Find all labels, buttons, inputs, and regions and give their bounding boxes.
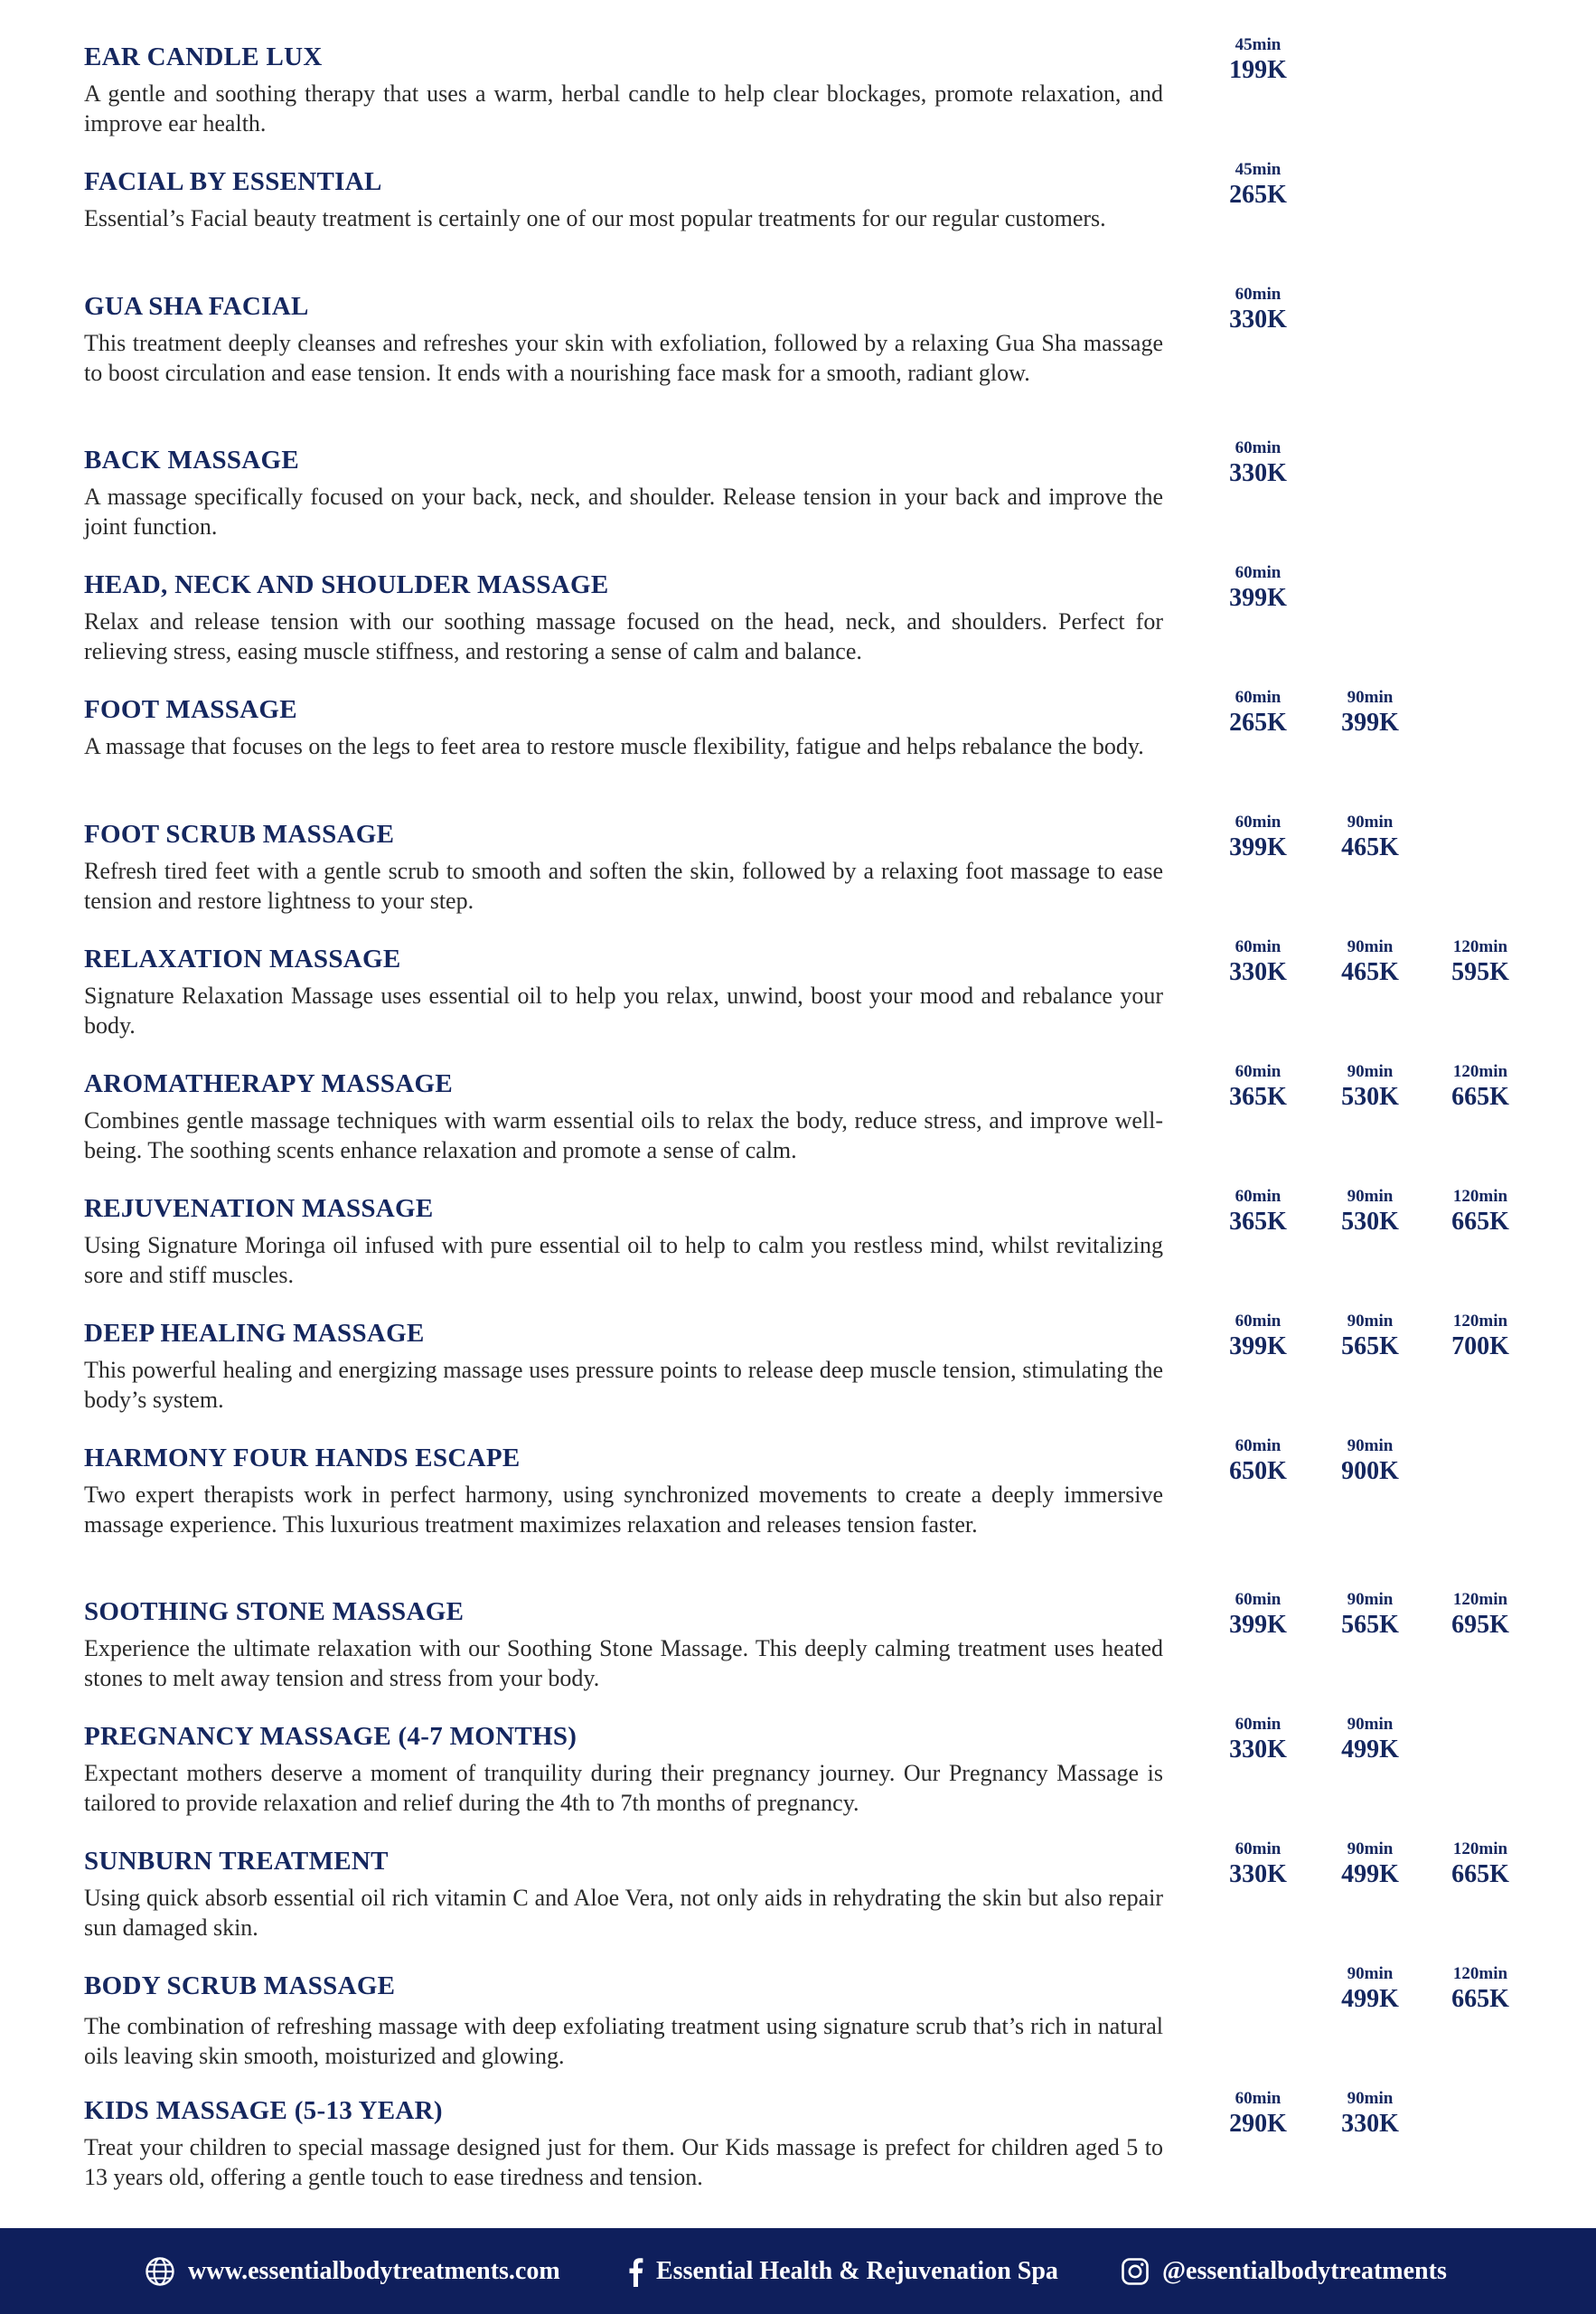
instagram-icon <box>1121 2257 1150 2286</box>
duration-label: 90min <box>1347 1590 1394 1609</box>
treatment-title: HARMONY FOUR HANDS ESCAPE <box>84 1444 521 1472</box>
price-label: 595K <box>1451 958 1509 986</box>
duration-label: 60min <box>1235 688 1281 707</box>
duration-label: 60min <box>1235 1062 1281 1081</box>
price-label: 365K <box>1229 1208 1287 1236</box>
price-label: 265K <box>1229 709 1287 737</box>
duration-label: 45min <box>1235 35 1281 54</box>
duration-label: 90min <box>1347 1436 1394 1455</box>
price-label: 565K <box>1341 1611 1399 1639</box>
duration-label: 60min <box>1235 285 1281 304</box>
duration-label: 90min <box>1347 1312 1394 1331</box>
price-option <box>1204 1590 1312 1641</box>
price-label: 900K <box>1341 1457 1399 1485</box>
duration-label: 120min <box>1452 1187 1508 1206</box>
duration-label: 60min <box>1235 937 1281 956</box>
treatment-description: This powerful healing and energizing massage uses pressure points to release deep muscle tension, stimulating the body’s system. <box>84 1357 1163 1413</box>
treatment-description: Experience the ultimate relaxation with our Soothing Stone Massage. This deeply calming treatment uses heated stones to melt away tension and stress from your body. <box>84 1635 1163 1691</box>
price-label: 399K <box>1229 1332 1287 1360</box>
duration-label: 60min <box>1235 438 1281 457</box>
price-option <box>1204 438 1312 489</box>
price-label: 330K <box>1341 2110 1399 2138</box>
price-label: 465K <box>1341 833 1399 861</box>
treatment-description: Relax and release tension with our soothing massage focused on the head, neck, and shoulders. Perfect for relieving stress, easing muscle stiffness, and restoring a sense of calm and balance. <box>84 608 1163 664</box>
price-option <box>1316 1062 1424 1113</box>
treatment-title: BODY SCRUB MASSAGE <box>84 1971 396 2000</box>
duration-label: 120min <box>1452 1062 1508 1081</box>
duration-label: 60min <box>1235 1715 1281 1734</box>
globe-icon <box>145 2256 175 2287</box>
price-label: 665K <box>1451 1208 1509 1236</box>
price-label: 665K <box>1451 1083 1509 1111</box>
price-label: 650K <box>1229 1457 1287 1485</box>
treatment-description: Essential’s Facial beauty treatment is certainly one of our most popular treatments for our regular customers. <box>84 205 1106 231</box>
treatment-title: DEEP HEALING MASSAGE <box>84 1319 425 1348</box>
price-option <box>1426 1187 1535 1237</box>
duration-label: 60min <box>1235 2089 1281 2108</box>
price-label: 499K <box>1341 1985 1399 2013</box>
treatment-description: Expectant mothers deserve a moment of tranquility during their pregnancy journey. Our Pregnancy Massage is tailored to provide relaxation and relief during the 4th to 7th months of pregnancy. <box>84 1760 1163 1816</box>
price-option <box>1426 1312 1535 1362</box>
price-option <box>1426 1590 1535 1641</box>
price-label: 265K <box>1229 181 1287 209</box>
treatment-description: A gentle and soothing therapy that uses a warm, herbal candle to help clear blockages, promote relaxation, and improve ear health. <box>84 80 1163 136</box>
price-option <box>1204 1062 1312 1113</box>
facebook-icon <box>627 2256 643 2287</box>
price-option <box>1204 2089 1312 2140</box>
duration-label: 120min <box>1452 1590 1508 1609</box>
price-option <box>1316 1590 1424 1641</box>
duration-label: 60min <box>1235 813 1281 832</box>
treatment-description: A massage that focuses on the legs to feet area to restore muscle flexibility, fatigue and helps rebalance the body. <box>84 733 1144 759</box>
duration-label: 60min <box>1235 563 1281 582</box>
treatment-title: GUA SHA FACIAL <box>84 292 309 321</box>
price-option <box>1426 1062 1535 1113</box>
treatment-title: AROMATHERAPY MASSAGE <box>84 1069 453 1098</box>
duration-label: 60min <box>1235 1436 1281 1455</box>
treatment-description: Signature Relaxation Massage uses essential oil to help you relax, unwind, boost your mood and rebalance your body. <box>84 983 1163 1039</box>
price-option <box>1316 1715 1424 1765</box>
price-label: 330K <box>1229 459 1287 487</box>
treatment-title: SOOTHING STONE MASSAGE <box>84 1597 465 1626</box>
price-label: 499K <box>1341 1736 1399 1764</box>
price-option <box>1316 2089 1424 2140</box>
treatment-title: EAR CANDLE LUX <box>84 42 323 71</box>
price-option <box>1316 1187 1424 1237</box>
price-option <box>1204 563 1312 614</box>
price-option <box>1204 813 1312 863</box>
instagram-text: @essentialbodytreatments <box>1162 2256 1447 2285</box>
price-label: 530K <box>1341 1208 1399 1236</box>
price-label: 330K <box>1229 1860 1287 1888</box>
treatment-title: PREGNANCY MASSAGE (4-7 MONTHS) <box>84 1722 577 1751</box>
treatment-description: Combines gentle massage techniques with warm essential oils to relax the body, reduce stress, and improve well-being. The soothing scents enhance relaxation and promote a sense of calm. <box>84 1107 1163 1163</box>
treatment-title: BACK MASSAGE <box>84 446 300 475</box>
duration-label: 45min <box>1235 160 1281 179</box>
duration-label: 90min <box>1347 2089 1394 2108</box>
price-label: 330K <box>1229 306 1287 334</box>
treatment-title: FACIAL BY ESSENTIAL <box>84 167 382 196</box>
treatment-title: REJUVENATION MASSAGE <box>84 1194 434 1223</box>
price-option <box>1204 1312 1312 1362</box>
price-option <box>1204 1187 1312 1237</box>
price-option <box>1204 688 1312 738</box>
duration-label: 90min <box>1347 1839 1394 1858</box>
duration-label: 120min <box>1452 1312 1508 1331</box>
website-link[interactable] <box>145 2228 560 2314</box>
price-label: 365K <box>1229 1083 1287 1111</box>
price-option <box>1316 1839 1424 1890</box>
price-option <box>1204 937 1312 988</box>
price-option <box>1204 1715 1312 1765</box>
treatment-description: This treatment deeply cleanses and refreshes your skin with exfoliation, followed by a relaxing Gua Sha massage to boost circulation and ease tension. It ends with a nourishing face mask for a smooth, radiant glow. <box>84 330 1163 386</box>
treatment-title: FOOT SCRUB MASSAGE <box>84 820 395 849</box>
treatment-title: RELAXATION MASSAGE <box>84 945 401 974</box>
price-option <box>1316 688 1424 738</box>
price-label: 290K <box>1229 2110 1287 2138</box>
price-option <box>1316 813 1424 863</box>
treatment-title: FOOT MASSAGE <box>84 695 297 724</box>
price-label: 199K <box>1229 56 1287 84</box>
price-label: 399K <box>1229 833 1287 861</box>
treatment-title: HEAD, NECK AND SHOULDER MASSAGE <box>84 570 609 599</box>
treatment-description: Two expert therapists work in perfect harmony, using synchronized movements to create a deeply immersive massage experience. This luxurious treatment maximizes relaxation and releases tension faster. <box>84 1482 1163 1538</box>
price-option <box>1316 1964 1424 2015</box>
duration-label: 120min <box>1452 1964 1508 1983</box>
duration-label: 90min <box>1347 813 1394 832</box>
duration-label: 60min <box>1235 1839 1281 1858</box>
price-option <box>1426 1964 1535 2015</box>
duration-label: 120min <box>1452 1839 1508 1858</box>
price-label: 530K <box>1341 1083 1399 1111</box>
facebook-link[interactable] <box>627 2228 1058 2314</box>
price-label: 465K <box>1341 958 1399 986</box>
treatment-description: Treat your children to special massage designed just for them. Our Kids massage is prefect for children aged 5 to 13 years old, offering a gentle touch to ease tiredness and tension. <box>84 2134 1163 2190</box>
website-text: www.essentialbodytreatments.com <box>188 2256 560 2285</box>
duration-label: 90min <box>1347 1062 1394 1081</box>
duration-label: 90min <box>1347 688 1394 707</box>
duration-label: 90min <box>1347 1187 1394 1206</box>
facebook-text: Essential Health & Rejuvenation Spa <box>656 2256 1058 2285</box>
price-label: 665K <box>1451 1860 1509 1888</box>
price-option <box>1316 1312 1424 1362</box>
treatment-title: SUNBURN TREATMENT <box>84 1847 389 1876</box>
treatment-description: Using Signature Moringa oil infused with pure essential oil to help to calm you restless mind, whilst revitalizing sore and stiff muscles. <box>84 1232 1163 1288</box>
price-label: 399K <box>1229 584 1287 612</box>
duration-label: 90min <box>1347 1715 1394 1734</box>
duration-label: 90min <box>1347 1964 1394 1983</box>
price-label: 565K <box>1341 1332 1399 1360</box>
price-label: 399K <box>1341 709 1399 737</box>
price-option <box>1426 937 1535 988</box>
treatment-description: Refresh tired feet with a gentle scrub to smooth and soften the skin, followed by a relaxing foot massage to ease tension and restore lightness to your step. <box>84 858 1163 914</box>
price-option <box>1204 1839 1312 1890</box>
duration-label: 60min <box>1235 1590 1281 1609</box>
treatment-description: The combination of refreshing massage with deep exfoliating treatment using signature scrub that’s rich in natural oils leaving skin smooth, moisturized and glowing. <box>84 2013 1163 2069</box>
treatment-title: KIDS MASSAGE (5-13 YEAR) <box>84 2096 443 2125</box>
footer-bar <box>0 2228 1596 2314</box>
duration-label: 60min <box>1235 1187 1281 1206</box>
price-label: 665K <box>1451 1985 1509 2013</box>
instagram-link[interactable] <box>1121 2228 1447 2314</box>
price-option <box>1426 1839 1535 1890</box>
price-label: 399K <box>1229 1611 1287 1639</box>
duration-label: 60min <box>1235 1312 1281 1331</box>
duration-label: 120min <box>1452 937 1508 956</box>
duration-label: 90min <box>1347 937 1394 956</box>
price-option <box>1316 937 1424 988</box>
price-option <box>1204 285 1312 335</box>
price-option <box>1204 35 1312 86</box>
price-label: 695K <box>1451 1611 1509 1639</box>
treatment-description: Using quick absorb essential oil rich vitamin C and Aloe Vera, not only aids in rehydrating the skin but also repair sun damaged skin. <box>84 1885 1163 1941</box>
price-label: 330K <box>1229 1736 1287 1764</box>
price-option <box>1204 160 1312 211</box>
price-label: 330K <box>1229 958 1287 986</box>
treatment-description: A massage specifically focused on your back, neck, and shoulder. Release tension in your back and improve the joint function. <box>84 484 1163 540</box>
price-option <box>1204 1436 1312 1487</box>
price-option <box>1316 1436 1424 1487</box>
price-label: 700K <box>1451 1332 1509 1360</box>
price-label: 499K <box>1341 1860 1399 1888</box>
